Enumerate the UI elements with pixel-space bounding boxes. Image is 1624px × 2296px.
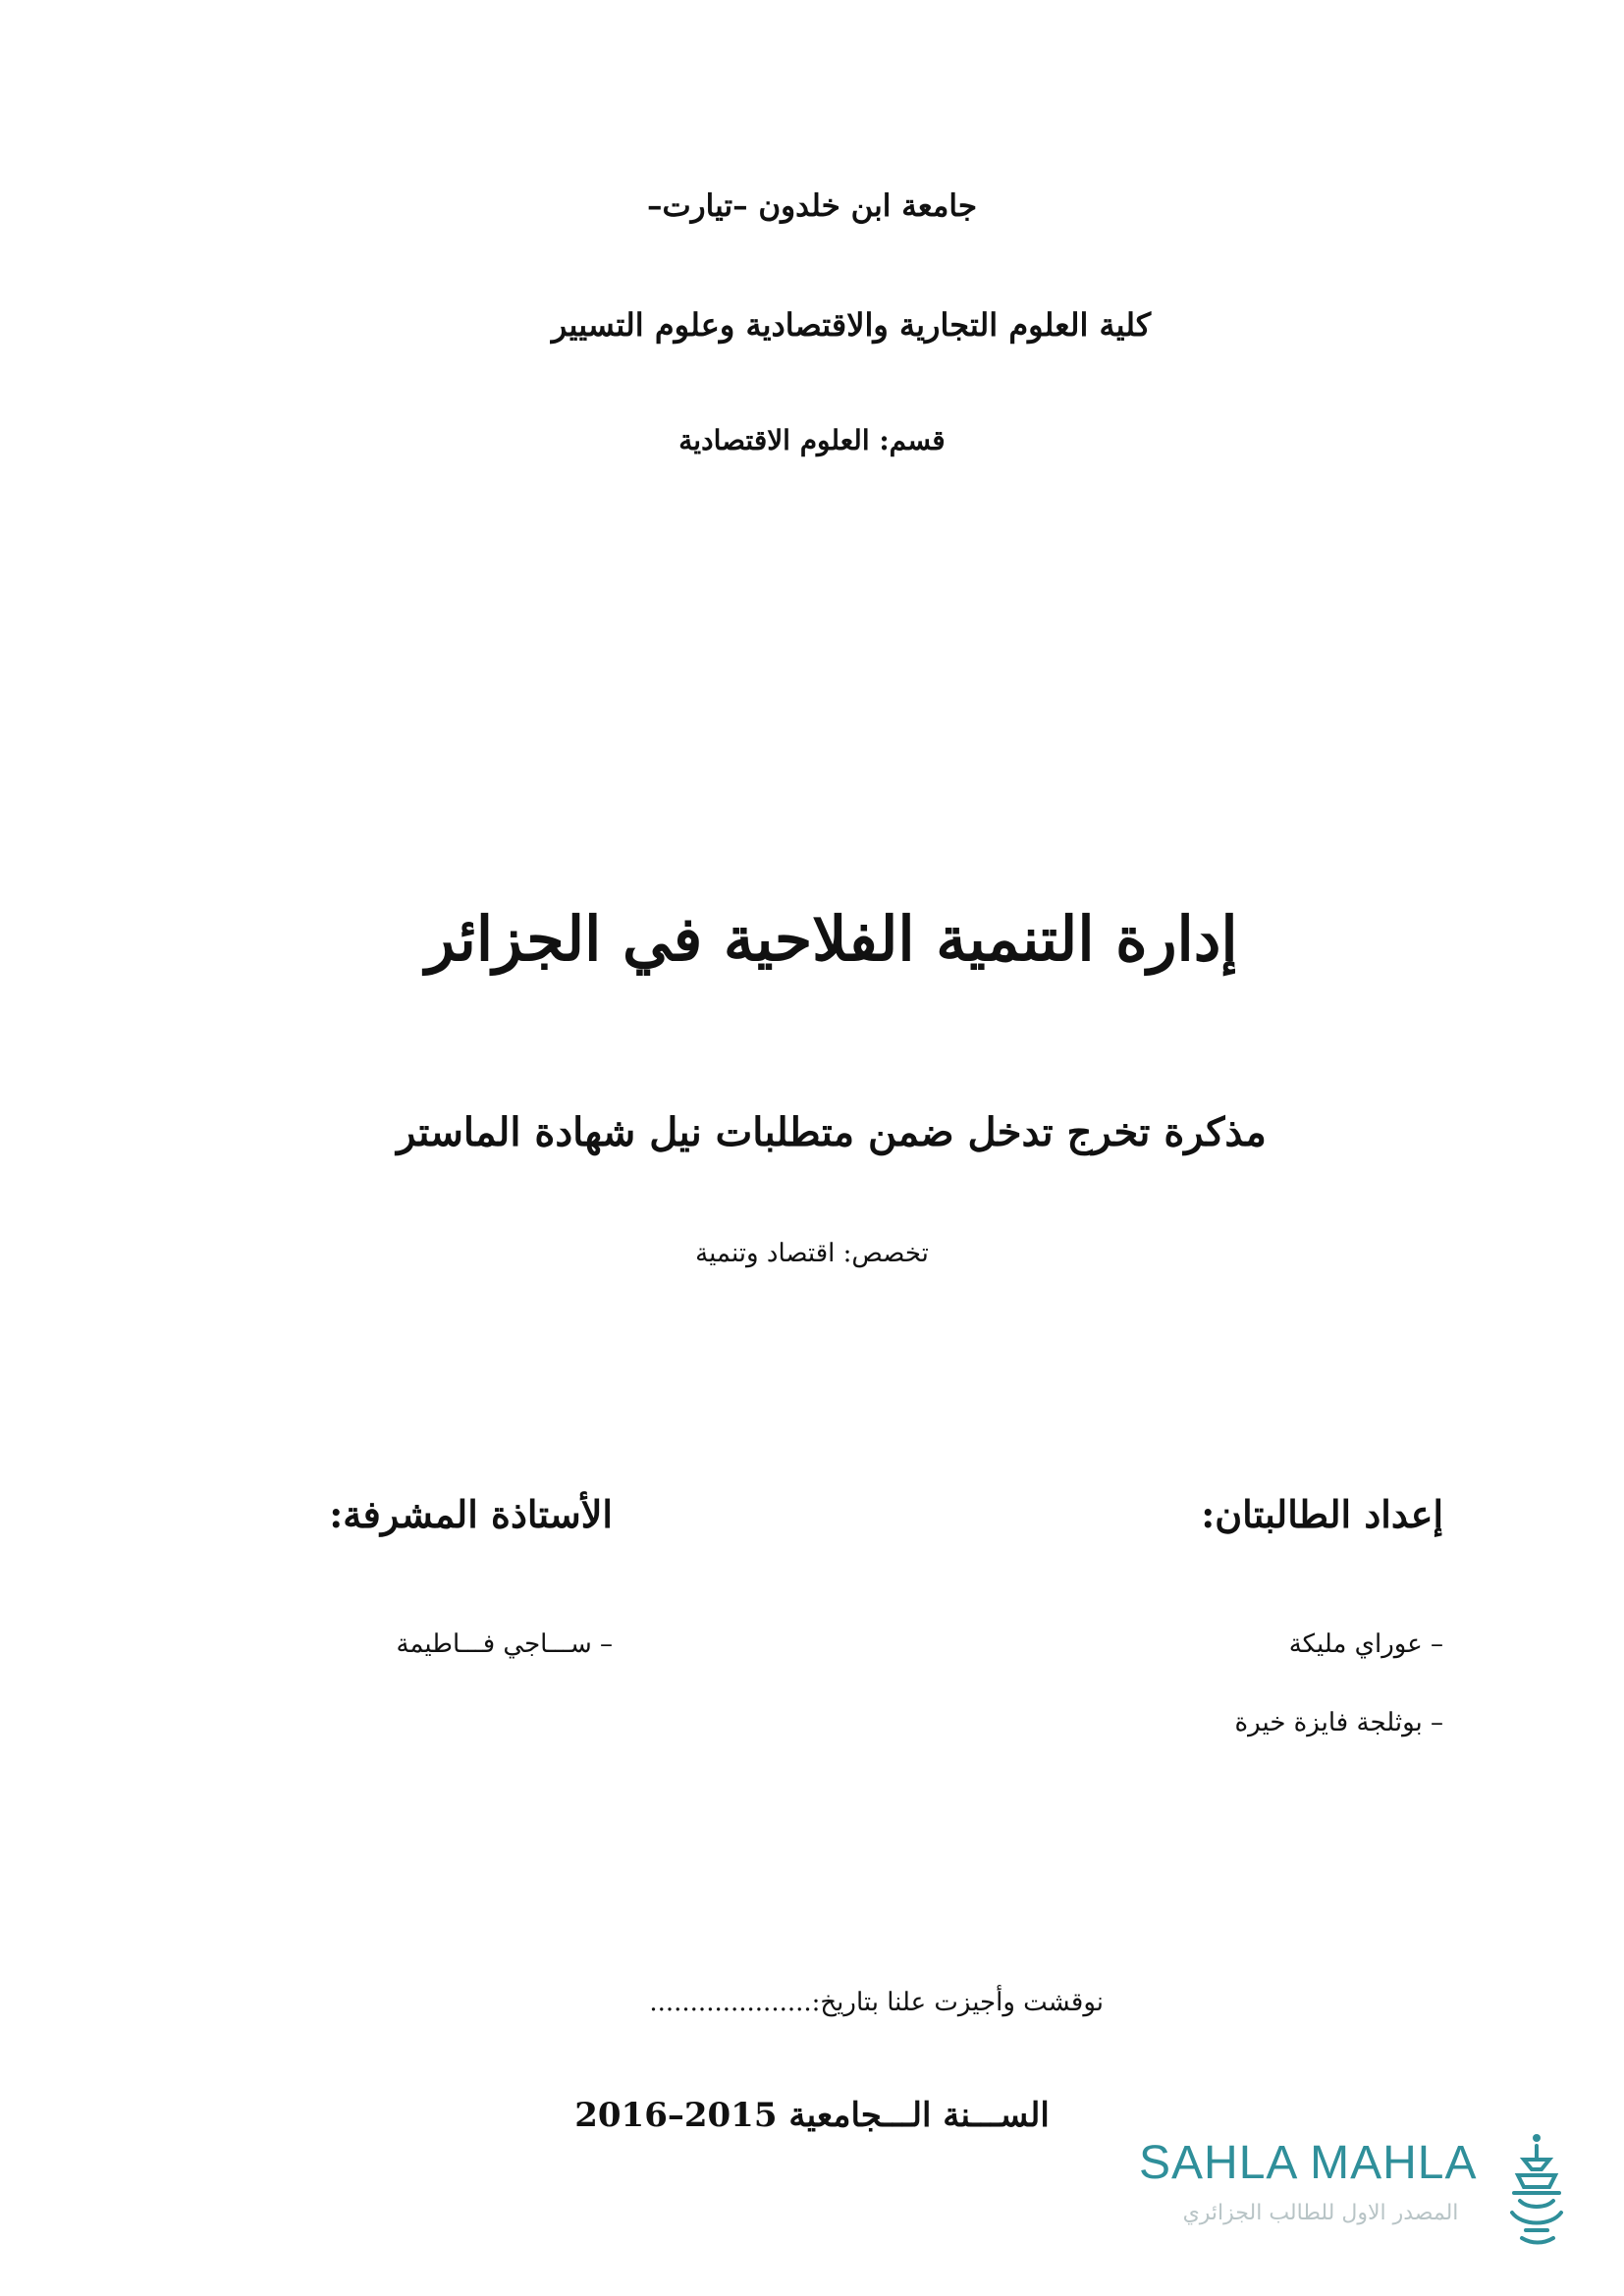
- thesis-title: إدارة التنمية الفلاحية في الجزائر: [425, 903, 1238, 975]
- specialty-label: تخصص: اقتصاد وتنمية: [695, 1239, 929, 1268]
- discussion-date-line: نوقشت وأجيزت علنا بتاريخ:....................: [649, 1988, 1104, 2017]
- thesis-subtitle: مذكرة تخرج تدخل ضمن متطلبات نيل شهادة الماستر: [397, 1109, 1267, 1155]
- student-name: – عوراي مليكة: [1288, 1629, 1443, 1659]
- department-name: قسم: العلوم الاقتصادية: [678, 424, 946, 456]
- academic-year: الســـنة الـــجامعية 2015–2016: [574, 2096, 1050, 2135]
- watermark-brand-text: SAHLA MAHLA: [1139, 2137, 1478, 2189]
- students-heading: إعداد الطالبتان:: [1201, 1492, 1443, 1536]
- supervisor-heading: الأستاذة المشرفة:: [329, 1492, 613, 1536]
- watermark-tagline: المصدر الاول للطالب الجزائري: [1182, 2201, 1459, 2225]
- sahla-mahla-watermark: [1139, 2130, 1571, 2248]
- university-name: جامعة ابن خلدون –تيارت–: [646, 188, 978, 224]
- supervisor-name: – ســـاجي فـــاطيمة: [396, 1629, 613, 1659]
- student-name: – بوثلجة فايزة خيرة: [1234, 1708, 1443, 1737]
- faculty-name: كلية العلوم التجارية والاقتصادية وعلوم التسيير: [551, 306, 1152, 344]
- calligraphy-logo-icon: [1504, 2130, 1569, 2246]
